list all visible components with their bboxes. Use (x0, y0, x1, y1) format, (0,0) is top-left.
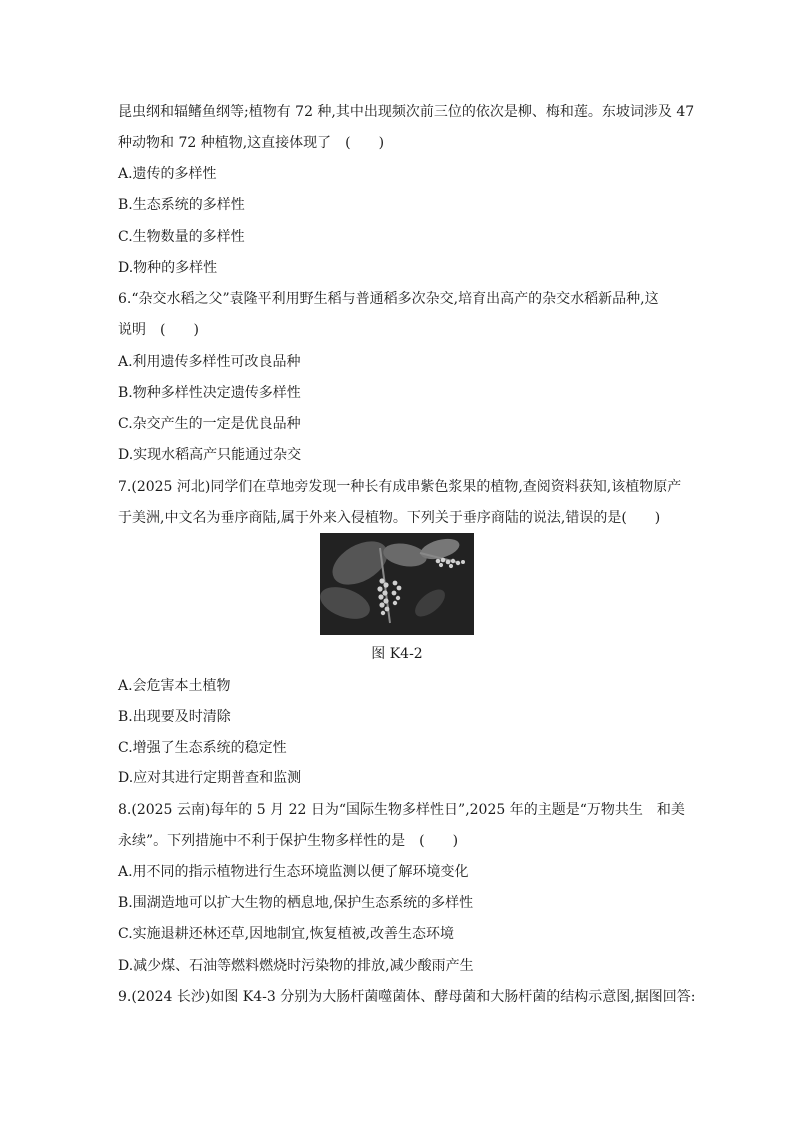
option-d: D.实现水稻高产只能通过杂交 (118, 447, 302, 463)
option-a: A.遗传的多样性 (118, 166, 217, 182)
option-c: C.杂交产生的一定是优良品种 (118, 416, 301, 432)
question-7: 7.(2025 河北)同学们在草地旁发现一种长有成串紫色浆果的植物,查阅资料获知,该植物原产 (118, 479, 682, 495)
option-b: B.生态系统的多样性 (118, 197, 245, 213)
option-c: C.生物数量的多样性 (118, 229, 245, 245)
text-line: 永续”。下列措施中不利于保护生物多样性的是 ( ) (118, 833, 459, 849)
plant-photo (320, 533, 474, 635)
pokeweed-image-icon (320, 533, 474, 635)
figure-caption: 图 K4-2 (371, 646, 423, 662)
option-d: D.物种的多样性 (118, 260, 218, 276)
text-line: 种动物和 72 种植物,这直接体现了 ( ) (118, 135, 385, 151)
option-b: B.围湖造地可以扩大生物的栖息地,保护生态系统的多样性 (118, 895, 474, 911)
text-line: 于美洲,中文名为垂序商陆,属于外来入侵植物。下列关于垂序商陆的说法,错误的是( ) (118, 510, 661, 526)
option-d: D.减少煤、石油等燃料燃烧时污染物的排放,减少酸雨产生 (118, 958, 474, 974)
option-a: A.用不同的指示植物进行生态环境监测以便了解环境变化 (118, 864, 469, 880)
option-a: A.会危害本土植物 (118, 678, 231, 694)
option-a: A.利用遗传多样性可改良品种 (118, 354, 301, 370)
option-d: D.应对其进行定期普查和监测 (118, 770, 302, 786)
option-c: C.实施退耕还林还草,因地制宜,恢复植被,改善生态环境 (118, 926, 455, 942)
text-line: 昆虫纲和辐鳍鱼纲等;植物有 72 种,其中出现频次前三位的依次是柳、梅和莲。东坡词涉及 47 (118, 104, 695, 120)
question-8: 8.(2025 云南)每年的 5 月 22 日为“国际生物多样性日”,2025 年的主题是“万物共生 和美 (118, 802, 685, 818)
question-6: 6.“杂交水稻之父”袁隆平利用野生稻与普通稻多次杂交,培育出高产的杂交水稻新品种,这 (118, 291, 659, 307)
question-9: 9.(2024 长沙)如图 K4-3 分别为大肠杆菌噬菌体、酵母菌和大肠杆菌的结构示意图,据图回答: (118, 989, 696, 1005)
text-line: 说明 ( ) (118, 322, 199, 338)
option-b: B.出现要及时清除 (118, 709, 231, 725)
option-c: C.增强了生态系统的稳定性 (118, 740, 287, 756)
option-b: B.物种多样性决定遗传多样性 (118, 385, 301, 401)
